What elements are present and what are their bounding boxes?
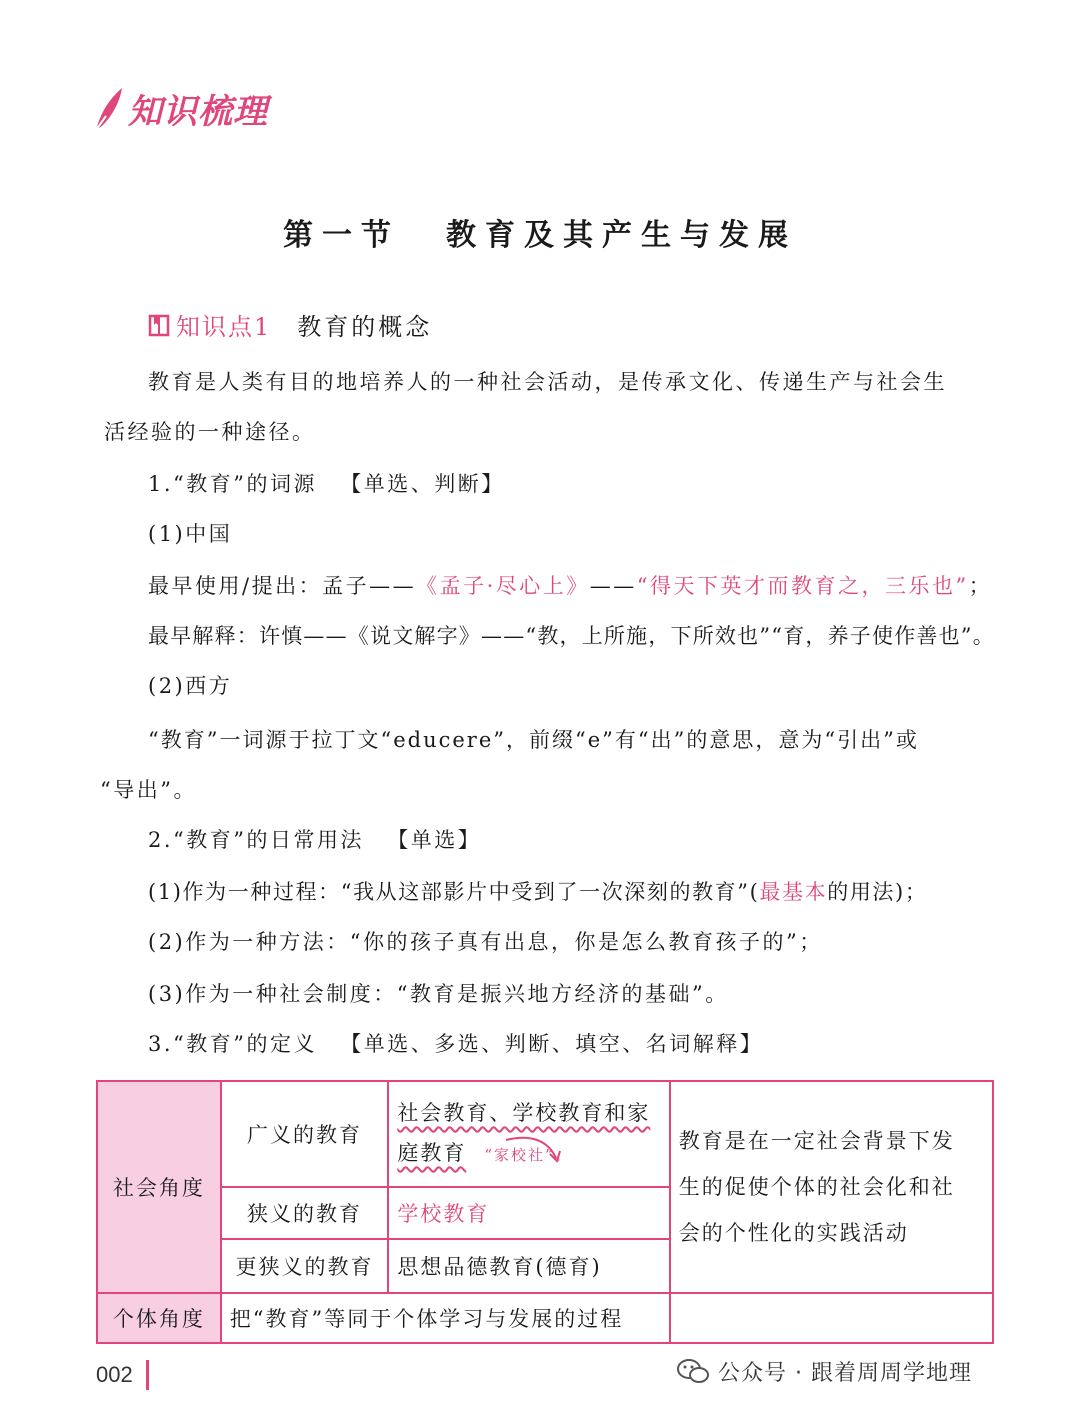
first-use-prefix: 最早使用/提出：孟子—— [148, 574, 417, 598]
usage-item-1-highlight: 最基本 [759, 880, 828, 904]
narrow-education-cell [221, 1187, 389, 1239]
usage-item-2: (2)作为一种方法：“你的孩子真有出息，你是怎么教育孩子的”； [148, 930, 823, 954]
narrow-education-value: 学校教育 [397, 1202, 490, 1226]
summary-line-3: 会的个性化的实践活动 [678, 1221, 909, 1245]
page-number-divider [146, 1360, 149, 1390]
header-title: 知识梳理 [128, 92, 268, 132]
narrower-education-cell [221, 1239, 389, 1293]
empty-cell [670, 1293, 993, 1343]
usage-heading-text: 2.“教育”的日常用法 [148, 828, 365, 852]
usage-heading [148, 814, 481, 866]
usage-tags: 【单选】 [387, 828, 482, 852]
west-line-2: “导出”。 [100, 778, 197, 802]
social-perspective-cell [97, 1081, 221, 1293]
narrow-education-content [388, 1187, 669, 1239]
definition-tags: 【单选、多选、判断、填空、名词解释】 [340, 1032, 764, 1056]
knowledge-point-header [148, 307, 432, 342]
definition-heading [148, 1018, 763, 1070]
section-name: 教育及其产生与发展 [446, 218, 797, 253]
page-number: 002 [96, 1362, 133, 1387]
social-perspective-label: 社会角度 [112, 1176, 205, 1200]
individual-perspective-cell [97, 1293, 221, 1343]
first-explain-line: 最早解释：许慎——《说文解字》——“教，上所施，下所效也”“育，养子使作善也”。 [148, 624, 995, 648]
west-line-1: “教育”一词源于拉丁文“educere”，前缀“e”有“出”的意思，意为“引出”或 [148, 728, 919, 752]
usage-item-1 [148, 866, 927, 918]
definition-heading-text: 3.“教育”的定义 [148, 1032, 318, 1056]
first-use-book: 《孟子·尽心上》 [416, 574, 590, 598]
narrow-education-label: 狭义的教育 [247, 1202, 363, 1226]
first-use-line [148, 560, 992, 612]
usage-item-3: (3)作为一种社会制度：“教育是振兴地方经济的基础”。 [148, 982, 729, 1006]
usage-item-1-prefix: (1)作为一种过程：“我从这部影片中受到了一次深刻的教育”( [148, 880, 760, 904]
etymology-heading [148, 458, 505, 510]
summary-line-1: 教育是在一定社会背景下发 [678, 1129, 955, 1153]
intro-line-2: 活经验的一种途径。 [104, 420, 316, 444]
summary-line-2: 生的促使个体的社会化和社 [678, 1175, 955, 1199]
header-logo [92, 84, 268, 133]
usage-item-1-suffix: 的用法)； [827, 880, 928, 904]
knowledge-point-title: 教育的概念 [297, 313, 433, 341]
book-icon [148, 313, 170, 337]
first-use-end: ； [968, 574, 993, 598]
section-title [0, 210, 1080, 254]
wechat-icon [676, 1357, 710, 1387]
first-use-dash: —— [589, 574, 637, 598]
narrower-education-value: 思想品德教育(德育) [397, 1255, 602, 1279]
pen-nib-icon [92, 86, 126, 132]
china-label: (1)中国 [148, 522, 233, 546]
intro-line-1: 教育是人类有目的地培养人的一种社会活动，是传承文化、传递生产与社会生 [148, 370, 947, 394]
etymology-tags: 【单选、判断】 [340, 472, 505, 496]
individual-perspective-value: 把“教育”等同于个体学习与发展的过程 [229, 1307, 624, 1331]
definition-summary-cell [670, 1081, 993, 1293]
individual-perspective-label: 个体角度 [112, 1307, 205, 1331]
broad-content-line-2: 庭教育 [397, 1141, 467, 1165]
annotation-arrow-icon [500, 1132, 570, 1172]
broad-note: “家校社”。 [484, 1146, 572, 1164]
definition-table [96, 1080, 994, 1344]
broad-content-line-1: 社会教育、学校教育和家 [397, 1101, 651, 1125]
watermark [676, 1356, 972, 1387]
narrower-education-label: 更狭义的教育 [235, 1255, 374, 1279]
etymology-heading-text: 1.“教育”的词源 [148, 472, 318, 496]
first-use-quote: “得天下英才而教育之，三乐也” [636, 574, 969, 598]
broad-education-label: 广义的教育 [247, 1123, 363, 1147]
watermark-text: 公众号 · 跟着周周学地理 [718, 1361, 972, 1386]
broad-education-cell [221, 1081, 389, 1187]
west-label: (2)西方 [148, 674, 233, 698]
knowledge-point-label: 知识点1 [176, 313, 272, 341]
narrower-education-content [388, 1239, 669, 1293]
individual-perspective-content [221, 1293, 670, 1343]
section-number: 第一节 [283, 218, 400, 253]
